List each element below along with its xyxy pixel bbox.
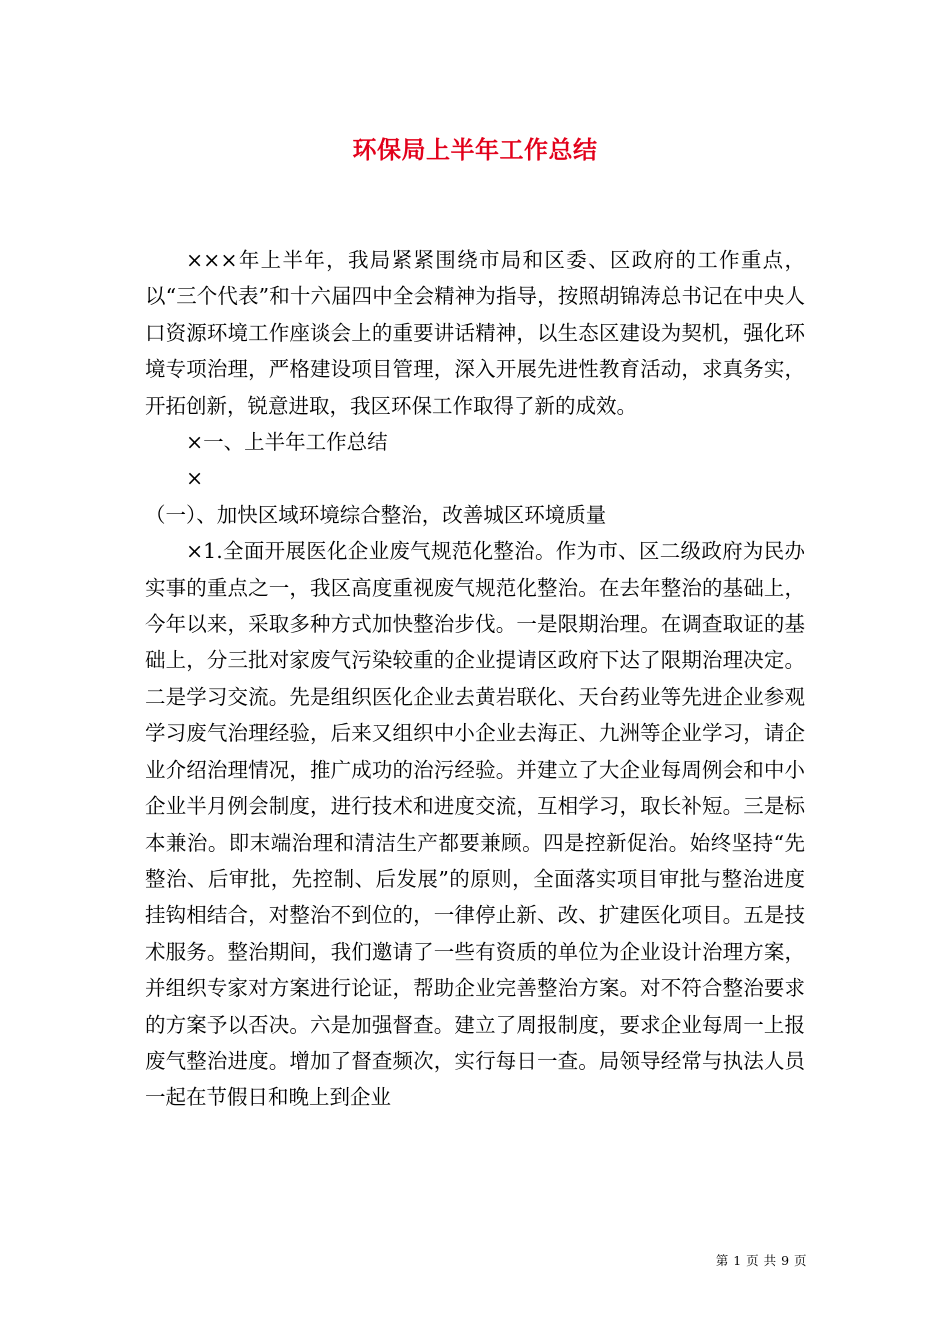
intro-paragraph: ×××年上半年，我局紧紧围绕市局和区委、区政府的工作重点，以“三个代表”和十六届四中全会精神为指导，按照胡锦涛总书记在中央人口资源环境工作座谈会上的重要讲话精神，以生态区建设为契机，强化环境专项治理，严格建设项目管理，深入开展先进性教育活动，求真务实，开拓创新，锐意进取，我区环保工作取得了新的成效。 [145, 248, 805, 418]
page-title: 环保局上半年工作总结 [352, 135, 598, 164]
body-paragraph: ×1.全面开展医化企业废气规范化整治。作为市、区二级政府为民办实事的重点之一，我区高度重视废气规范化整治。在去年整治的基础上，今年以来，采取多种方式加快整治步伐。一是限期治理。在调查取证的基础上，分三批对家废气污染较重的企业提请区政府下达了限期治理决定。二是学习交流。先是组织医化企业去黄岩联化、天台药业等先进企业参观学习废气治理经验，后来又组织中小企业去海正、九洲等企业学习，请企业介绍治理情况，推广成功的治污经验。并建立了大企业每周例会和中小企业半月例会制度，进行技术和进度交流，互相学习，取长补短。三是标本兼治。即末端治理和清洁生产都要兼顾。四是控新促治。始终坚持“先整治、后审批，先控制、后发展”的原则，全面落实项目审批与整治进度挂钩相结合，对整治不到位的，一律停止新、改、扩建医化项目。五是技术服务。整治期间，我们邀请了一些有资质的单位为企业设计治理方案，并组织专家对方案进行论证，帮助企业完善整治方案。对不符合整治要求的方案予以否决。六是加强督查。建立了周报制度，要求企业每周一上报废气整治进度。增加了督查频次，实行每日一查。局领导经常与执法人员一起在节假日和晚上到企业 [145, 539, 805, 1110]
document-body [145, 242, 805, 1116]
separator-mark: × [186, 466, 204, 491]
page-footer: 第 1 页 共 9 页 [715, 1253, 807, 1268]
subsection-heading: （一）、加快区域环境综合整治，改善城区环境质量 [145, 502, 607, 527]
section-heading: ×一、上半年工作总结 [186, 430, 388, 455]
